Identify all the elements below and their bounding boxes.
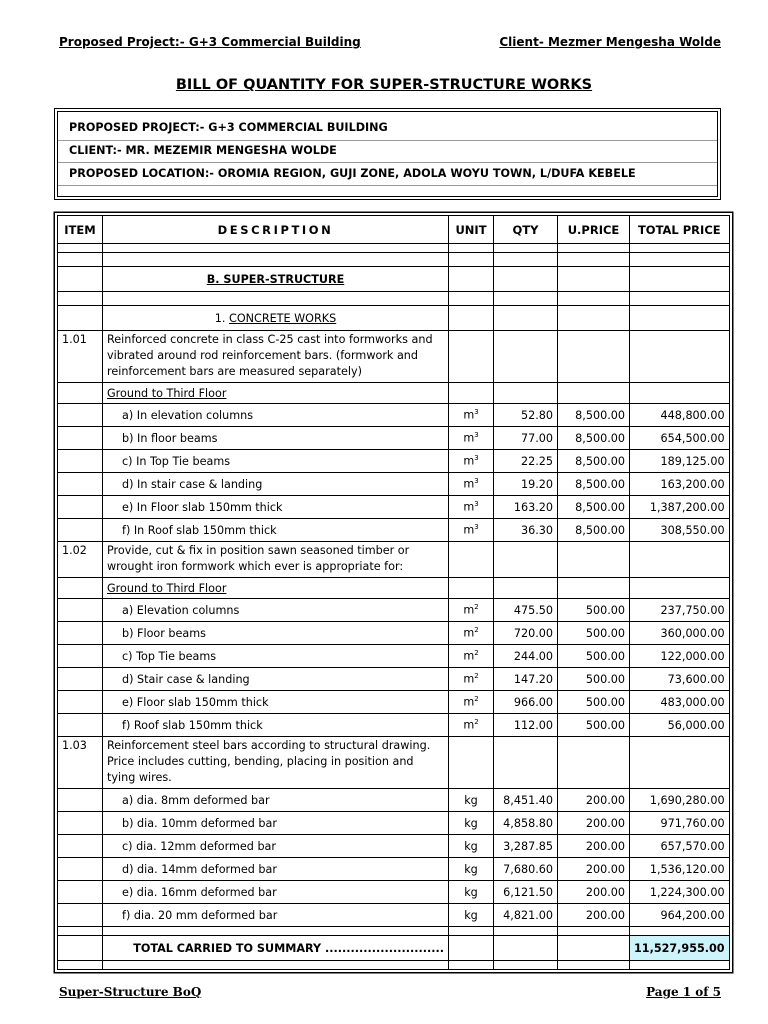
section-row — [58, 267, 730, 292]
total-row — [58, 936, 730, 961]
row-uprice: 500.00 — [558, 668, 630, 691]
row-description: f) Roof slab 150mm thick — [103, 714, 449, 737]
row-total: 122,000.00 — [630, 645, 730, 668]
row-unit: $m^3$ — [449, 450, 494, 473]
table-row — [58, 812, 730, 835]
row-unit: $m^2$ — [449, 691, 494, 714]
item-description: Provide, cut & fix in position sawn seasoned timber or wrought iron formwork which ever is appropriate for: — [103, 542, 449, 578]
section-title: B. SUPER-STRUCTURE — [206, 272, 345, 286]
spacer-row — [58, 292, 730, 306]
grand-total: 11,527,955.00 — [630, 936, 730, 961]
subsection-number: 1. — [214, 311, 230, 325]
item-number: 1.01 — [58, 331, 103, 383]
table-row — [58, 427, 730, 450]
table-header-row — [58, 216, 730, 244]
table-row — [58, 714, 730, 737]
item-number: 1.03 — [58, 737, 103, 789]
row-total: 971,760.00 — [630, 812, 730, 835]
row-unit: kg — [449, 789, 494, 812]
row-description: f) dia. 20 mm deformed bar — [103, 904, 449, 927]
row-description: a) Elevation columns — [103, 599, 449, 622]
row-uprice: 500.00 — [558, 645, 630, 668]
row-uprice: 500.00 — [558, 622, 630, 645]
row-description: b) In floor beams — [103, 427, 449, 450]
row-qty: 77.00 — [494, 427, 558, 450]
table-row — [58, 835, 730, 858]
row-unit: $m^2$ — [449, 599, 494, 622]
item-description: Reinforcement steel bars according to structural drawing. Price includes cutting, bending, placing in position and tying wires. — [103, 737, 449, 789]
col-header-description: DESCRIPTION — [103, 216, 449, 244]
row-total: 657,570.00 — [630, 835, 730, 858]
row-unit: $m^2$ — [449, 668, 494, 691]
row-description: d) In stair case & landing — [103, 473, 449, 496]
page-header-client: Client- Mezmer Mengesha Wolde — [499, 35, 721, 49]
table-row — [58, 691, 730, 714]
table-row — [58, 404, 730, 427]
row-unit: kg — [449, 812, 494, 835]
row-qty: 3,287.85 — [494, 835, 558, 858]
row-uprice: 200.00 — [558, 858, 630, 881]
subsection-row — [58, 306, 730, 331]
spacer-row — [58, 253, 730, 267]
table-row — [58, 450, 730, 473]
project-info-box — [57, 111, 718, 197]
table-row — [58, 789, 730, 812]
table-row — [58, 473, 730, 496]
info-divider — [58, 140, 717, 141]
group-row — [58, 383, 730, 404]
boq-table — [57, 215, 730, 970]
table-row — [58, 496, 730, 519]
page-header-project: Proposed Project:- G+3 Commercial Building — [59, 35, 361, 49]
col-header-total: TOTAL PRICE — [630, 216, 730, 244]
row-total: 1,536,120.00 — [630, 858, 730, 881]
info-location: PROPOSED LOCATION:- OROMIA REGION, GUJI ZONE, ADOLA WOYU TOWN, L/DUFA KEBELE — [69, 167, 636, 180]
row-description: c) In Top Tie beams — [103, 450, 449, 473]
col-header-item: ITEM — [58, 216, 103, 244]
row-unit: $m^3$ — [449, 496, 494, 519]
row-uprice: 8,500.00 — [558, 404, 630, 427]
spacer-row — [58, 244, 730, 253]
info-divider — [58, 162, 717, 163]
row-unit: $m^3$ — [449, 404, 494, 427]
row-description: c) Top Tie beams — [103, 645, 449, 668]
row-uprice: 500.00 — [558, 714, 630, 737]
row-qty: 112.00 — [494, 714, 558, 737]
group-label: Ground to Third Floor — [107, 386, 227, 400]
row-qty: 147.20 — [494, 668, 558, 691]
info-project: PROPOSED PROJECT:- G+3 COMMERCIAL BUILDING — [69, 121, 388, 134]
row-total: 1,690,280.00 — [630, 789, 730, 812]
page-footer-title: Super-Structure BoQ — [59, 985, 202, 999]
row-total: 308,550.00 — [630, 519, 730, 542]
table-row — [58, 904, 730, 927]
row-qty: 7,680.60 — [494, 858, 558, 881]
row-uprice: 8,500.00 — [558, 450, 630, 473]
info-client: CLIENT:- MR. MEZEMIR MENGESHA WOLDE — [69, 144, 337, 157]
row-uprice: 200.00 — [558, 812, 630, 835]
row-unit: $m^3$ — [449, 519, 494, 542]
col-header-unit: UNIT — [449, 216, 494, 244]
table-row — [58, 519, 730, 542]
row-qty: 6,121.50 — [494, 881, 558, 904]
row-qty: 19.20 — [494, 473, 558, 496]
group-row — [58, 578, 730, 599]
row-total: 483,000.00 — [630, 691, 730, 714]
row-qty: 4,858.80 — [494, 812, 558, 835]
row-qty: 8,451.40 — [494, 789, 558, 812]
spacer-row — [58, 927, 730, 936]
row-unit: $m^2$ — [449, 622, 494, 645]
row-qty: 163.20 — [494, 496, 558, 519]
row-total: 1,387,200.00 — [630, 496, 730, 519]
row-description: b) dia. 10mm deformed bar — [103, 812, 449, 835]
row-description: e) In Floor slab 150mm thick — [103, 496, 449, 519]
row-uprice: 200.00 — [558, 835, 630, 858]
row-total: 964,200.00 — [630, 904, 730, 927]
row-description: c) dia. 12mm deformed bar — [103, 835, 449, 858]
row-uprice: 200.00 — [558, 904, 630, 927]
row-qty: 22.25 — [494, 450, 558, 473]
document-title: BILL OF QUANTITY FOR SUPER-STRUCTURE WORKS — [175, 77, 593, 93]
row-unit: $m^2$ — [449, 645, 494, 668]
row-qty: 36.30 — [494, 519, 558, 542]
info-divider — [58, 185, 717, 186]
row-total: 237,750.00 — [630, 599, 730, 622]
total-label: TOTAL CARRIED TO SUMMARY ............................ — [103, 936, 449, 961]
row-total: 163,200.00 — [630, 473, 730, 496]
page-number: Page 1 of 5 — [646, 985, 721, 999]
spacer-row — [58, 961, 730, 970]
row-unit: kg — [449, 904, 494, 927]
row-total: 189,125.00 — [630, 450, 730, 473]
row-total: 56,000.00 — [630, 714, 730, 737]
item-row — [58, 542, 730, 578]
row-description: b) Floor beams — [103, 622, 449, 645]
row-qty: 244.00 — [494, 645, 558, 668]
row-uprice: 8,500.00 — [558, 427, 630, 450]
row-description: e) dia. 16mm deformed bar — [103, 881, 449, 904]
group-label: Ground to Third Floor — [107, 581, 227, 595]
row-description: a) In elevation columns — [103, 404, 449, 427]
row-total: 73,600.00 — [630, 668, 730, 691]
row-uprice: 8,500.00 — [558, 473, 630, 496]
row-qty: 4,821.00 — [494, 904, 558, 927]
row-uprice: 500.00 — [558, 691, 630, 714]
row-unit: $m^2$ — [449, 714, 494, 737]
table-row — [58, 668, 730, 691]
table-row — [58, 622, 730, 645]
item-description: Reinforced concrete in class C-25 cast into formworks and vibrated around rod reinforcement bars. (formwork and reinforcement bars are measured separately) — [103, 331, 449, 383]
row-unit: $m^3$ — [449, 427, 494, 450]
row-uprice: 200.00 — [558, 881, 630, 904]
row-qty: 475.50 — [494, 599, 558, 622]
row-unit: kg — [449, 835, 494, 858]
subsection-title: CONCRETE WORKS — [229, 311, 337, 325]
row-description: d) Stair case & landing — [103, 668, 449, 691]
row-uprice: 8,500.00 — [558, 496, 630, 519]
item-number: 1.02 — [58, 542, 103, 578]
row-qty: 52.80 — [494, 404, 558, 427]
row-uprice: 500.00 — [558, 599, 630, 622]
row-total: 1,224,300.00 — [630, 881, 730, 904]
row-unit: kg — [449, 858, 494, 881]
table-row — [58, 858, 730, 881]
table-row — [58, 645, 730, 668]
row-uprice: 200.00 — [558, 789, 630, 812]
row-total: 360,000.00 — [630, 622, 730, 645]
row-description: a) dia. 8mm deformed bar — [103, 789, 449, 812]
row-unit: kg — [449, 881, 494, 904]
row-total: 654,500.00 — [630, 427, 730, 450]
row-unit: $m^3$ — [449, 473, 494, 496]
col-header-uprice: U.PRICE — [558, 216, 630, 244]
item-row — [58, 331, 730, 383]
table-row — [58, 881, 730, 904]
row-qty: 966.00 — [494, 691, 558, 714]
table-row — [58, 599, 730, 622]
row-description: d) dia. 14mm deformed bar — [103, 858, 449, 881]
item-row — [58, 737, 730, 789]
row-description: f) In Roof slab 150mm thick — [103, 519, 449, 542]
row-description: e) Floor slab 150mm thick — [103, 691, 449, 714]
row-total: 448,800.00 — [630, 404, 730, 427]
row-qty: 720.00 — [494, 622, 558, 645]
row-uprice: 8,500.00 — [558, 519, 630, 542]
col-header-qty: QTY — [494, 216, 558, 244]
